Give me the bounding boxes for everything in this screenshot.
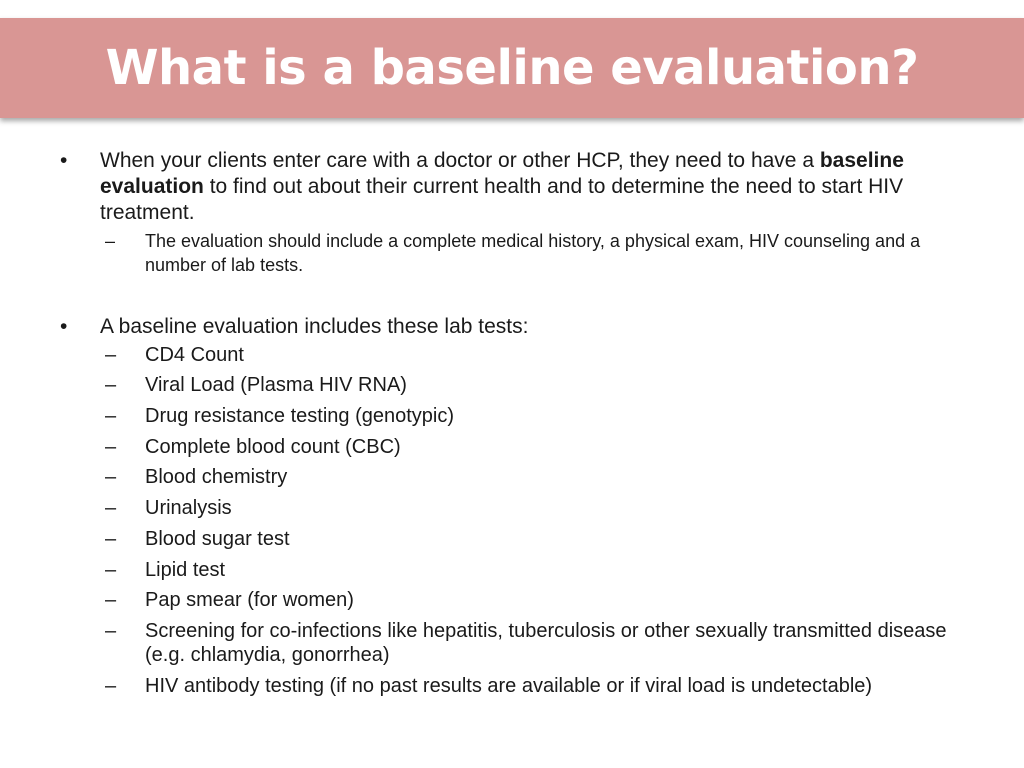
spacer bbox=[60, 284, 960, 314]
lab-test-item bbox=[105, 343, 960, 367]
lab-test-label: Urinalysis bbox=[145, 497, 232, 520]
lab-test-item bbox=[105, 674, 960, 698]
dash-marker: – bbox=[105, 527, 117, 550]
title-bar bbox=[0, 18, 1024, 118]
lab-test-item bbox=[105, 435, 960, 459]
lab-test-item bbox=[105, 619, 960, 667]
dash-marker: – bbox=[105, 405, 117, 428]
slide-title: What is a baseline evaluation? bbox=[105, 40, 919, 96]
lab-test-label: HIV antibody testing (if no past results are available or if viral load is undetectable) bbox=[145, 674, 873, 697]
slide-content bbox=[60, 148, 960, 704]
bullet-text: A baseline evaluation includes these lab tests: bbox=[100, 314, 529, 338]
dash-marker: – bbox=[105, 374, 117, 397]
bullet-marker: • bbox=[60, 314, 68, 338]
lab-test-item bbox=[105, 558, 960, 582]
lab-test-label: Lipid test bbox=[145, 558, 226, 581]
lab-test-item bbox=[105, 496, 960, 520]
sub-list-evaluation bbox=[105, 229, 960, 277]
lab-test-label: Screening for co-infections like hepatitis, tuberculosis or other sexually transmitted disease (e.g. chlamydia, gonorrhea) bbox=[145, 619, 947, 666]
lab-test-label: Drug resistance testing (genotypic) bbox=[145, 405, 455, 428]
bullet-lab-tests bbox=[60, 314, 960, 340]
lab-test-label: Complete blood count (CBC) bbox=[145, 435, 401, 458]
bullet-text-before: When your clients enter care with a doctor or other HCP, they need to have a bbox=[100, 149, 820, 172]
dash-marker: – bbox=[105, 231, 116, 251]
lab-test-label: CD4 Count bbox=[145, 343, 244, 366]
bullet-baseline-definition bbox=[60, 148, 960, 226]
dash-marker: – bbox=[105, 343, 117, 366]
sub-item-text: The evaluation should include a complete medical history, a physical exam, HIV counseling and a number of lab tests. bbox=[145, 231, 921, 275]
dash-marker: – bbox=[105, 466, 117, 489]
dash-marker: – bbox=[105, 497, 117, 520]
dash-marker: – bbox=[105, 558, 117, 581]
lab-test-item bbox=[105, 527, 960, 551]
dash-marker: – bbox=[105, 589, 117, 612]
lab-test-item bbox=[105, 404, 960, 428]
dash-marker: – bbox=[105, 619, 117, 642]
lab-test-item bbox=[105, 465, 960, 489]
lab-test-label: Viral Load (Plasma HIV RNA) bbox=[145, 374, 407, 397]
lab-test-item bbox=[105, 373, 960, 397]
bullet-marker: • bbox=[60, 149, 68, 172]
bullet-text-after: to find out about their current health and to determine the need to start HIV treatment. bbox=[100, 175, 904, 224]
lab-test-list bbox=[105, 343, 960, 698]
bullet-text-bold: baseline evaluation bbox=[100, 149, 904, 198]
lab-test-label: Blood sugar test bbox=[145, 527, 290, 550]
dash-marker: – bbox=[105, 674, 117, 697]
lab-test-item bbox=[105, 588, 960, 612]
sub-item-evaluation-details bbox=[105, 229, 960, 277]
dash-marker: – bbox=[105, 435, 117, 458]
lab-test-label: Pap smear (for women) bbox=[145, 589, 354, 612]
lab-test-label: Blood chemistry bbox=[145, 466, 288, 489]
